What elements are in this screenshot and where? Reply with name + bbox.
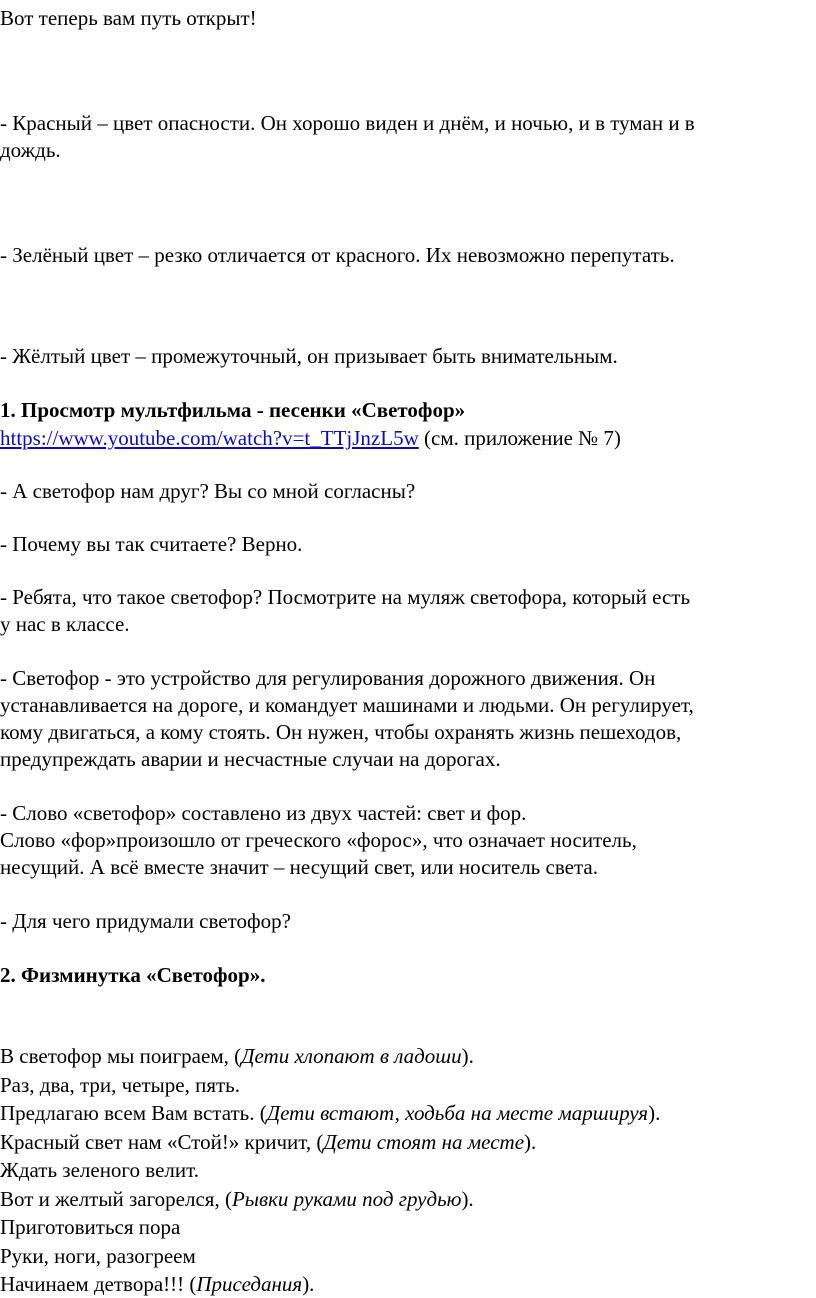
poem-stage-direction: Дети хлопают в ладоши [241,1044,462,1068]
question-what-1: - Ребята, что такое светофор? Посмотрите на муляж светофора, который есть [0,585,691,609]
poem-stage-direction: Рывки руками под грудью [231,1186,462,1211]
poem-line [0,1043,474,1070]
poem-stage-direction: Дети встают, ходьба на месте маршируя [266,1101,649,1125]
question-why: - Почему вы так считаете? Верно. [0,532,303,556]
poem-text: Руки, ноги, разогреем [0,1243,196,1268]
definition-1: - Светофор - это устройство для регулирования дорожного движения. Он [0,666,656,690]
poem-text: Раз, два, три, четыре, пять. [0,1072,241,1097]
poem-text: Начинаем детвора!!! ( [0,1272,197,1296]
question-friend: - А светофор нам друг? Вы со мной согласны? [0,479,416,503]
poem-text: Красный свет нам «Стой!» кричит, ( [0,1129,324,1154]
poem-line [0,1157,199,1184]
section2-title: 2. Физминутка «Светофор». [0,963,266,987]
poem-text: Ждать зеленого велит. [0,1158,199,1182]
word-origin-1: - Слово «светофор» составлено из двух частей: свет и фор. [0,801,527,825]
poem-line [0,1186,474,1213]
poem-text: Предлагаю всем Вам встать. ( [0,1101,267,1125]
poem-line [0,1243,196,1270]
video-note: (см. приложение № 7) [418,426,621,450]
question-what-2: у нас в классе. [0,612,130,636]
word-origin-2: Слово «фор»произошло от греческого «форос», что означает носитель, [0,828,637,852]
intro-line: Вот теперь вам путь открыт! [0,6,257,30]
poem-stage-direction: Дети стоят на месте [323,1129,525,1154]
definition-4: предупреждать аварии и несчастные случаи на дорогах. [0,747,501,771]
poem-line [0,1214,180,1241]
red-line-1: - Красный – цвет опасности. Он хорошо виден и днём, и ночью, и в туман и в [0,111,695,135]
poem-tail: ). [524,1129,537,1154]
video-link[interactable]: https://www.youtube.com/watch?v=t_TTjJnzL5w [0,426,419,450]
poem-line [0,1271,314,1298]
red-line-2: дождь. [0,138,61,162]
question-purpose: - Для чего придумали светофор? [0,909,291,933]
poem-line [0,1072,240,1099]
poem-line [0,1129,536,1156]
poem-text: Вот и желтый загорелся, ( [0,1186,232,1211]
poem-text: Приготовиться пора [0,1215,181,1239]
poem-line [0,1100,660,1127]
green-line: - Зелёный цвет – резко отличается от красного. Их невозможно перепутать. [0,243,675,267]
word-origin-3: несущий. А всё вместе значит – несущий свет, или носитель света. [0,855,598,879]
video-line [0,425,621,452]
poem-tail: ). [461,1186,474,1211]
poem-text: В светофор мы поиграем, ( [0,1044,242,1068]
poem-tail: ). [461,1044,474,1068]
poem-tail: ). [302,1272,315,1296]
definition-3: кому двигаться, а кому стоять. Он нужен, чтобы охранять жизнь пешеходов, [0,720,682,744]
definition-2: устанавливается на дороге, и командует машинами и людьми. Он регулирует, [0,693,694,717]
poem-tail: ). [648,1101,661,1125]
poem-stage-direction: Приседания [196,1272,303,1296]
yellow-line: - Жёлтый цвет – промежуточный, он призывает быть внимательным. [0,344,618,368]
section1-title: 1. Просмотр мультфильма - песенки «Светофор» [0,398,466,422]
